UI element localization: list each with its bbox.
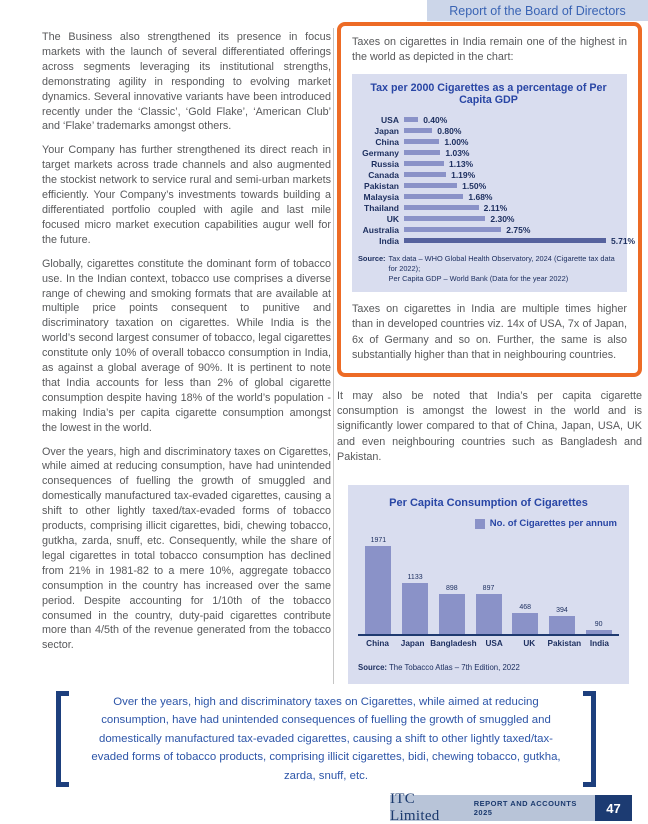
tax-chart-bar [404, 128, 432, 133]
consumption-chart-value-label: 468 [519, 604, 532, 612]
pull-quote-text: Over the years, high and discriminatory taxes on Cigarettes, while aimed at reducing consumption, have had unintended consequences of fuelling the growth of smuggled and domestically manufactured tax-evaded cigarettes, causing a shift to other lightly taxed/tax-evaded forms of tobacco products, comprising illicit cigarettes, bidi, chewing tobacco, gutkha, zarda, snuff, etc. [91, 696, 561, 782]
tax-chart-category-label: India [379, 235, 399, 246]
consumption-chart-axis [358, 634, 619, 636]
consumption-chart-categories [358, 639, 619, 648]
consumption-chart-bar-group [433, 585, 470, 634]
tax-chart-bar [404, 216, 485, 221]
tax-chart-row [358, 125, 619, 136]
close-bracket-icon [583, 691, 596, 787]
tax-chart-value-label: 1.00% [444, 136, 469, 147]
source-text [389, 254, 619, 283]
tax-chart-value-label: 1.19% [451, 169, 476, 180]
consumption-chart-value-label: 898 [445, 584, 458, 592]
report-title: REPORT AND ACCOUNTS 2025 [473, 799, 577, 817]
tax-chart-category-label: Pakistan [364, 180, 399, 191]
consumption-chart-value-label: 90 [594, 621, 603, 629]
tax-chart-value-label: 0.40% [423, 114, 448, 125]
page-header [427, 0, 648, 21]
consumption-chart-title: Per Capita Consumption of Cigarettes [389, 497, 588, 510]
page-number: 47 [595, 795, 632, 821]
left-column [42, 30, 331, 662]
body-paragraph: Over the years, high and discriminatory taxes on Cigarettes, while aimed at reducing consumption, have had unintended consequences of fuelling the growth of smuggled and domestically manufactured tax-evaded cigarettes, causing a shift to other lightly taxed/tax-evaded forms of tobacco products, comprising illicit cigarettes, bidi, chewing tobacco, gutkha, zarda, snuff, etc. Consequently, while the share of legal cigarettes in total tobacco consumption has declined from 21% in 1981-82 to a mere 10%, aggregate tobacco consumption in the country has increased over the same period. Despite accounting for 1/10th of the tobacco consumed in the country, duty-paid cigarettes contribute more than 4/5th of the revenue generated from the tobacco sector. [42, 445, 331, 652]
tax-chart-value-label: 2.30% [490, 213, 515, 224]
tax-chart-category-label: Russia [371, 158, 399, 169]
body-paragraph: The Business also strengthened its presence in focus markets with the launch of several differentiated offerings across segments leveraging its institutional strengths, demonstrating agility in responding to evolving market dynamics. Several innovative variants have been introduced recently under the ‘Classic’, ‘Gold Flake’, ‘American Club’ and ‘Flake’ trademarks amongst others. [42, 31, 331, 133]
tax-chart-bar [404, 172, 446, 177]
consumption-chart-source [358, 663, 619, 672]
source-label: Source: [358, 254, 386, 264]
tax-chart-bar [404, 227, 501, 232]
consumption-chart-value-label: 1133 [407, 574, 423, 582]
consumption-chart-category-label: Pakistan [547, 639, 582, 649]
consumption-chart-value-label: 394 [556, 607, 568, 615]
consumption-chart-bar-group [397, 574, 434, 634]
right-column [337, 22, 642, 684]
tax-chart-category-label: Thailand [364, 202, 399, 213]
tax-chart-bar [404, 117, 418, 122]
tax-chart-row [358, 235, 636, 246]
tax-chart-value-label: 1.50% [462, 180, 487, 191]
tax-chart-bar [404, 238, 606, 243]
tax-chart-title: Tax per 2000 Cigarettes as a percentage of Per Capita GDP [370, 82, 607, 107]
consumption-chart-bar-group [580, 621, 617, 634]
tax-chart-row [358, 136, 619, 147]
tax-chart-category-label: Germany [362, 147, 399, 158]
tax-chart-row [358, 114, 619, 125]
consumption-chart-value-label: 897 [482, 585, 495, 593]
highlight-box [337, 22, 642, 377]
tax-chart-value-label: 0.80% [437, 125, 462, 136]
legend-label: No. of Cigarettes per annum [489, 518, 617, 530]
footer-brand-bar [390, 791, 595, 824]
consumption-chart-bar-group [507, 604, 544, 634]
body-paragraph: Your Company has further strengthened its direct reach in target markets across trade channels and also augmented the stockist network to service rural and semi-urban markets efficiently. Your Company’s investments towards building a differentiated portfolio coupled with agile and last mile focused micro market execution capabilities augur well for the future. [42, 144, 331, 246]
tax-chart-value-label: 2.11% [483, 202, 508, 213]
tax-chart-value-label: 1.68% [468, 191, 493, 202]
tax-chart-rows [358, 114, 636, 246]
page-footer [0, 791, 648, 824]
tax-chart-bar [404, 150, 440, 155]
page-title: Report of the Board of Directors [449, 3, 626, 18]
tax-chart-row [358, 224, 619, 235]
consumption-chart-bar [476, 594, 502, 634]
tax-chart-value-label: 1.03% [445, 147, 470, 158]
highlight-note-text: Taxes on cigarettes in India are multiple times higher than in developed countries viz. 14x of USA, 7x of Japan, 6x of Germany and so on. Further, the same is also substantially higher than that in neighbouring countries. [352, 303, 627, 361]
tax-chart-category-label: China [375, 136, 399, 147]
tax-chart-category-label: USA [381, 114, 399, 125]
consumption-chart-category-label: Japan [400, 639, 425, 649]
consumption-chart-bar [402, 583, 428, 634]
consumption-paragraph: It may also be noted that India’s per capita cigarette consumption is amongst the lowest in the world and is significantly lower compared to that of China, Japan, USA, UK and even neighbouring countries such as Bangladesh and Pakistan. [337, 390, 642, 463]
company-logo-text: ITC Limited [390, 791, 440, 824]
tax-chart-bar [404, 194, 463, 199]
consumption-chart-category-label: China [366, 639, 389, 649]
tax-chart-row [358, 202, 619, 213]
consumption-chart-category-label: UK [523, 639, 536, 649]
pull-quote [56, 691, 596, 787]
tax-chart-row [358, 191, 619, 202]
tax-chart-row [358, 169, 619, 180]
tax-chart-category-label: Canada [368, 169, 399, 180]
consumption-chart-bar-group [544, 607, 581, 634]
source-line: Tax data – WHO Global Health Observatory, 2024 (Cigarette tax data for 2022); [388, 254, 615, 273]
consumption-chart-category-label: USA [485, 639, 503, 649]
consumption-chart-plot [358, 532, 619, 634]
tax-chart-category-label: UK [386, 213, 399, 224]
consumption-chart-bar [549, 616, 575, 634]
tax-chart-value-label: 1.13% [449, 158, 474, 169]
consumption-chart-category-label: Bangladesh [430, 639, 477, 649]
legend-swatch-icon [475, 519, 485, 529]
consumption-chart [348, 485, 629, 684]
consumption-chart-value-label: 1971 [370, 537, 387, 545]
tax-chart-value-label: 5.71% [611, 235, 636, 246]
tax-chart-value-label: 2.75% [506, 224, 531, 235]
body-paragraph: Globally, cigarettes constitute the dominant form of tobacco use. In the Indian context, tobacco use comprises a diverse range of chewing and smoking formats that are available at multiple price points consequent to punitive and discriminatory taxation on cigarettes. While India is the world’s second largest consumer of tobacco, legal cigarettes constitute only 10% of overall tobacco consumption in India, as against a global average of 90%. It is pertinent to note that India accounts for less than 2% of global cigarette consumption despite having 18% of the world’s population - making India’s per capita cigarette consumption amongst the lowest in the world. [42, 257, 331, 434]
consumption-chart-bar [512, 613, 538, 634]
tax-chart-category-label: Australia [362, 224, 399, 235]
source-text: The Tobacco Atlas – 7th Edition, 2022 [389, 663, 520, 673]
tax-chart-category-label: Malaysia [363, 191, 399, 202]
tax-chart-row [358, 180, 619, 191]
tax-chart-bar [404, 205, 479, 210]
consumption-chart-category-label: India [589, 639, 609, 649]
column-divider [333, 28, 334, 684]
consumption-chart-bar-group [470, 585, 507, 634]
tax-chart-bar [404, 183, 457, 188]
source-line: Per Capita GDP – World Bank (Data for the year 2022) [388, 273, 569, 283]
tax-chart-bar [404, 161, 444, 166]
open-bracket-icon [56, 691, 69, 787]
tax-chart-row [358, 147, 619, 158]
consumption-chart-bar [439, 594, 465, 634]
tax-chart [352, 74, 636, 292]
consumption-chart-bar [365, 546, 391, 634]
consumption-chart-bar [586, 630, 612, 634]
consumption-chart-legend [358, 518, 617, 529]
tax-chart-bar [404, 139, 439, 144]
highlight-intro-text: Taxes on cigarettes in India remain one of the highest in the world as depicted in the chart: [352, 36, 627, 64]
tax-chart-row [358, 158, 619, 169]
source-label: Source: [358, 663, 388, 673]
tax-chart-source [358, 254, 619, 283]
tax-chart-row [358, 213, 619, 224]
tax-chart-category-label: Japan [374, 125, 399, 136]
consumption-chart-bar-group [360, 537, 397, 634]
